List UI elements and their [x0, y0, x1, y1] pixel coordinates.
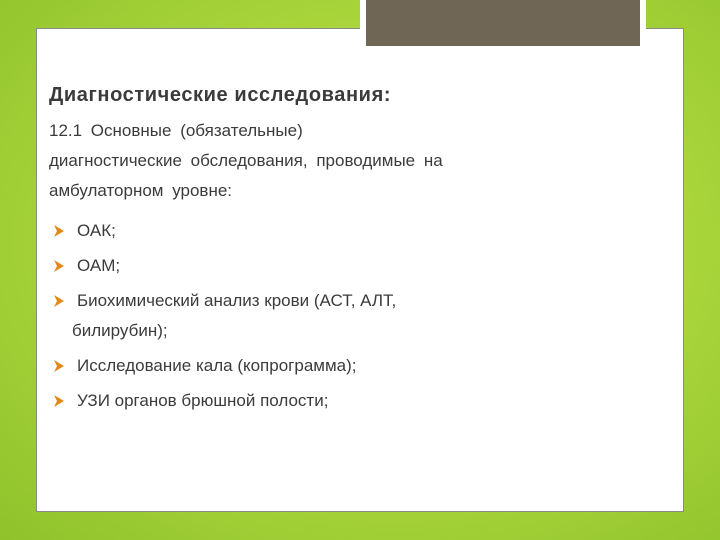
arrowhead-icon: [53, 224, 65, 238]
intro-line: диагностические обследования, проводимые на: [49, 151, 443, 170]
bullet-label: УЗИ органов брюшной полости;: [77, 391, 329, 410]
arrowhead-icon: [53, 294, 65, 308]
intro-paragraph: [49, 116, 649, 206]
list-item: [49, 286, 649, 346]
accent-tab: [360, 0, 646, 52]
list-item: [49, 216, 649, 246]
arrowhead-icon: [53, 394, 65, 408]
intro-line: 12.1 Основные (обязательные): [49, 121, 303, 140]
bullet-label: ОАК;: [77, 221, 116, 240]
accent-tab-fill: [366, 0, 640, 46]
bullet-label: ОАМ;: [77, 256, 121, 275]
list-item: [49, 351, 649, 381]
list-item: [49, 386, 649, 416]
bullet-label: Исследование кала (копрограмма);: [77, 356, 357, 375]
bullet-list: [49, 216, 649, 421]
arrowhead-icon: [53, 259, 65, 273]
bullet-label: Биохимический анализ крови (АСТ, АЛТ,: [77, 291, 397, 310]
arrowhead-icon: [53, 359, 65, 373]
slide-title: Диагностические исследования:: [49, 84, 392, 106]
list-item: [49, 251, 649, 281]
intro-line: амбулаторном уровне:: [49, 181, 233, 200]
bullet-label-continuation: билирубин);: [72, 321, 168, 340]
